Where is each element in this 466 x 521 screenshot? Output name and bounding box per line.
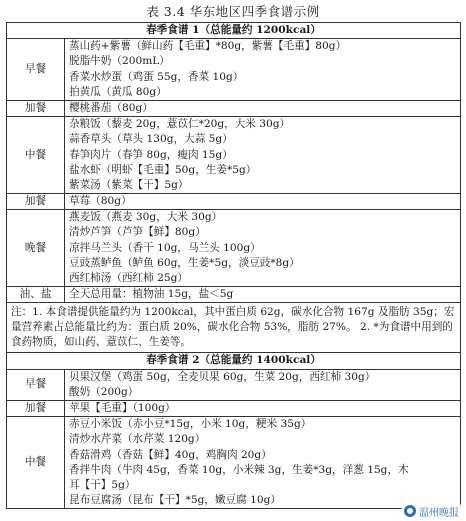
dish-line: 清炒水芹菜（水芹菜 120g） [69,433,206,446]
meal-label-breakfast: 早餐 [7,369,65,400]
table-row [7,194,461,210]
meal-label-dinner: 晚餐 [7,210,65,287]
meal-label-lunch: 中餐 [7,417,65,509]
table-row [7,287,461,303]
dish-line: 燕麦饭（燕麦 30g，大米 30g） [69,211,223,224]
dish-line: 香菜水炒蛋（鸡蛋 55g，香菜 10g） [69,70,244,83]
dish-line: 蒜香草头（草头 130g，大蒜 5g） [69,133,233,146]
dish-line: 清炒芦笋（芦笋【鲜】80g） [69,226,206,239]
dish-line: 拍黄瓜（黄瓜 80g） [69,85,167,98]
meal-items [65,100,461,116]
section-header-spring-2: 春季食谱 2（总能量约 1400kcal） [7,353,461,369]
dish-line: 耳【干】5g） [69,478,136,491]
meal-label-snack: 加餐 [7,401,65,417]
dish-line: 紫菜汤（紫菜【干】5g） [69,178,189,191]
meal-items [65,417,461,509]
table-row [7,401,461,417]
meal-label-snack: 加餐 [7,100,65,116]
newspaper-logo-icon [404,505,416,517]
dish-line: 昆布豆腐汤（昆布【干】*5g，嫩豆腐 10g） [69,494,281,507]
dish-line: 豆豉蒸鲈鱼（鲈鱼 60g，生姜*5g，淡豆豉*8g） [69,256,300,269]
section-header-row [7,23,461,39]
table-row [7,100,461,116]
table-row [7,117,461,194]
meal-items [65,194,461,210]
table-row [7,417,461,509]
table-row [7,210,461,287]
dish-line: 樱桃番茄（80g） [69,101,153,114]
meal-label-breakfast: 早餐 [7,39,65,101]
table-title: 表 3.4 华东地区四季食谱示例 [146,4,320,19]
section-header-row [7,353,461,369]
dish-line: 香拌牛肉（牛肉 45g，香菜 10g，小米辣 3g，生姜*3g，洋葱 15g，木 [69,463,409,476]
watermark-badge [401,503,464,519]
meal-label-snack: 加餐 [7,194,65,210]
dish-line: 盐水虾（明虾【毛重】50g，生姜*5g） [69,163,257,176]
table-row [7,369,461,400]
menu-table [6,22,461,509]
dish-line: 春笋肉片（春笋 80g，瘦肉 15g） [69,148,233,161]
dish-line: 蒸山药+紫薯（鲜山药【毛重】*80g，紫薯【毛重】80g） [69,40,347,53]
table-row [7,39,461,101]
meal-items [65,39,461,101]
meal-label-oil-salt: 油、盐 [7,287,65,303]
dish-line: 全天总用量：植物油 15g，盐＜5g [69,288,234,301]
section-header-spring-1: 春季食谱 1（总能量约 1200kcal） [7,23,461,39]
dish-line: 香菇滑鸡（香菇【鲜】40g，鸡胸肉 20g） [69,448,272,461]
meal-label-lunch: 中餐 [7,117,65,194]
dish-line: 贝果汉堡（鸡蛋 50g，全麦贝果 60g，生菜 20g，西红柿 30g） [69,370,376,383]
meal-items [65,401,461,417]
meal-items [65,210,461,287]
meal-items [65,117,461,194]
dish-line: 西红柿汤（西红柿 25g） [69,272,188,285]
dish-line: 苹果【毛重】（100g） [69,402,176,415]
table-note: 注：1. 本食谱提供能量约为 1200kcal，其中蛋白质 62g，碳水化合物 167g 及脂肪 35g；宏量营养素占总能量比约为：蛋白质 20%，碳水化合物 53%，脂肪 27%。 2. *为食谱中用到的食药物质，如山药、薏苡仁、生姜等。 [7,303,461,353]
dish-line: 脱脂牛奶（200mL） [69,55,170,68]
dish-line: 草莓（80g） [69,195,132,208]
dish-line: 赤豆小米饭（赤小豆*15g，小米 10g，粳米 35g） [69,418,312,431]
dish-line: 杂粮饭（藜麦 20g，薏苡仁*20g，大米 30g） [69,118,291,131]
note-row [7,303,461,353]
watermark-text: 温州晚报 [419,507,459,519]
meal-items [65,287,461,303]
dish-line: 凉拌马兰头（香干 10g，马兰头 100g） [69,241,261,254]
dish-line: 酸奶（200g） [69,385,139,398]
meal-items [65,369,461,400]
